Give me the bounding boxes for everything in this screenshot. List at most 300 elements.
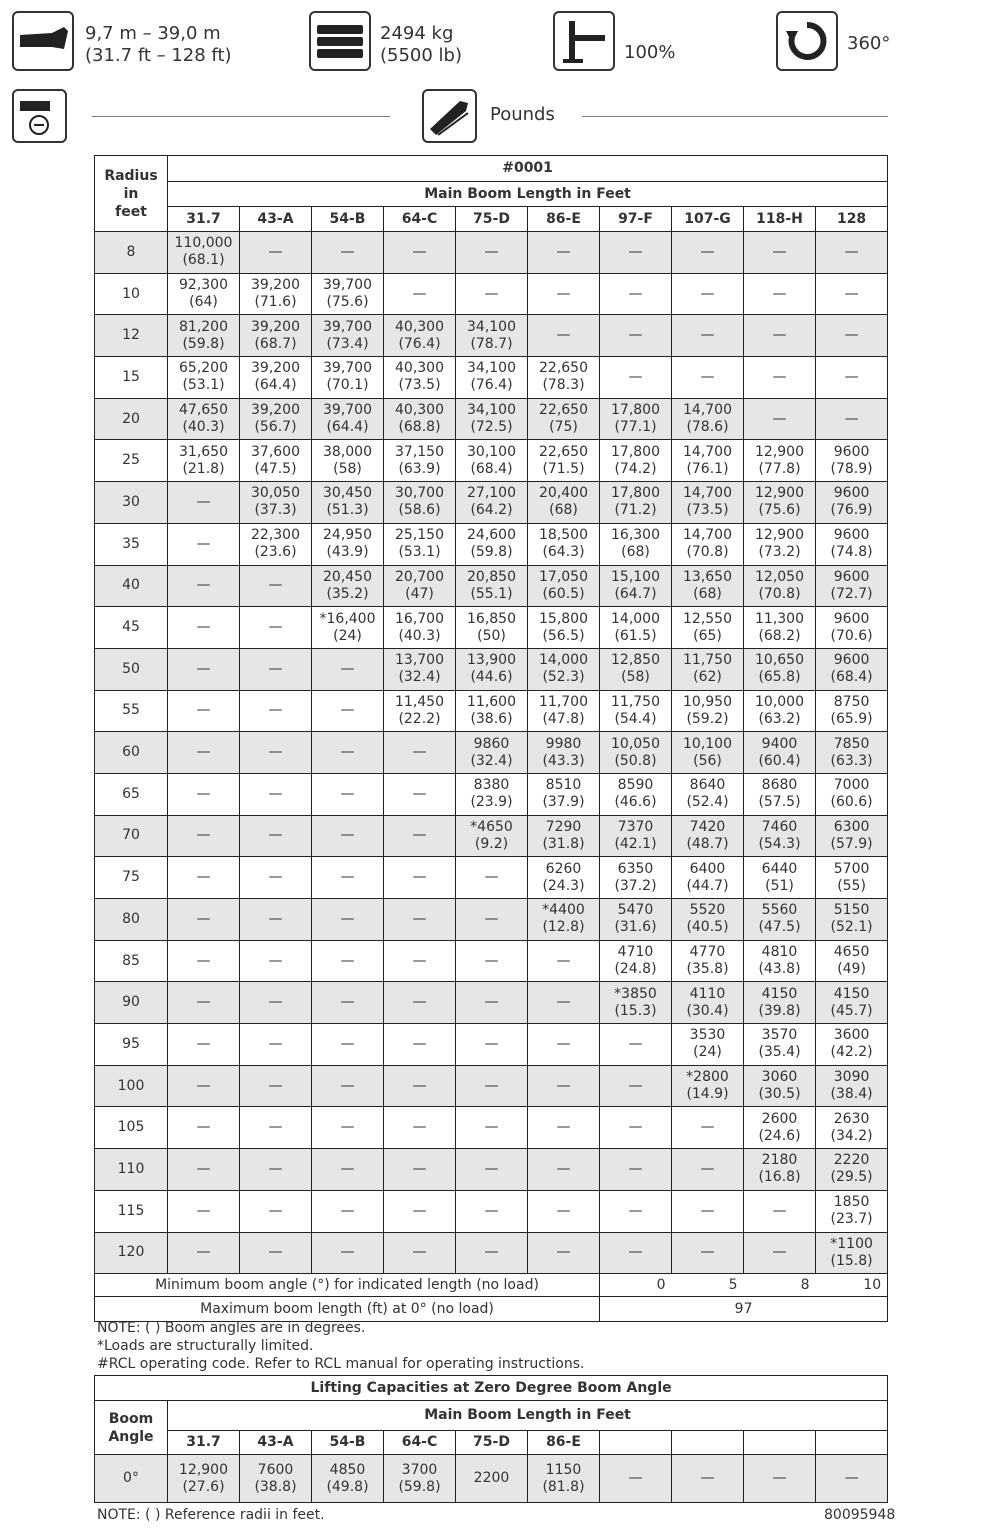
cell-line: (70.8) <box>758 585 801 602</box>
min-angle-value: 8 <box>744 1274 816 1297</box>
capacity-cell: — <box>816 398 888 440</box>
table-row <box>95 857 888 899</box>
capacity-cell <box>168 315 240 357</box>
capacity-cell: — <box>600 1065 672 1107</box>
capacity-cell <box>744 982 816 1024</box>
capacity-cell: — <box>168 940 240 982</box>
capacity-cell <box>528 357 600 399</box>
cell-line: (21.8) <box>182 460 225 477</box>
column-header: 118-H <box>744 207 816 232</box>
capacity-cell: — <box>456 1065 528 1107</box>
capacity-cell <box>312 482 384 524</box>
table-row <box>95 732 888 774</box>
capacity-cell: — <box>672 1455 744 1503</box>
table-row <box>95 1190 888 1232</box>
radius-cell: 12 <box>95 315 168 357</box>
capacity-cell: — <box>240 565 312 607</box>
cell-line: (24.8) <box>614 961 657 978</box>
capacity-cell <box>312 273 384 315</box>
capacity-cell <box>672 1065 744 1107</box>
capacity-cell <box>384 315 456 357</box>
zero-table-title: Lifting Capacities at Zero Degree Boom Angle <box>95 1376 888 1401</box>
cell-line: (45.7) <box>830 1002 873 1019</box>
cell-line: (73.5) <box>398 377 441 394</box>
cell-line: (77.8) <box>758 460 801 477</box>
cell-line: 6400 <box>689 860 726 877</box>
cell-line: (49) <box>837 961 866 978</box>
column-header <box>816 1431 888 1455</box>
cell-line: 30,100 <box>467 443 516 460</box>
cell-line: 11,600 <box>467 693 516 710</box>
capacity-cell <box>672 482 744 524</box>
capacity-cell: — <box>600 1232 672 1274</box>
column-header-row <box>95 207 888 232</box>
capacity-cell: — <box>600 1107 672 1149</box>
cell-line: 34,100 <box>467 402 516 419</box>
cell-line: 11,450 <box>395 693 444 710</box>
cell-line: (76.4) <box>470 377 513 394</box>
capacity-cell: — <box>384 273 456 315</box>
cell-line: (62) <box>693 669 722 686</box>
capacity-cell: — <box>744 315 816 357</box>
cell-line: 34,100 <box>467 318 516 335</box>
capacity-cell: — <box>312 773 384 815</box>
cell-line: (58) <box>621 669 650 686</box>
table-row <box>95 940 888 982</box>
capacity-cell <box>672 857 744 899</box>
cell-line: 12,900 <box>755 443 804 460</box>
table-row <box>95 232 888 274</box>
min-angle-label: Minimum boom angle (°) for indicated length (no load) <box>95 1274 600 1297</box>
cell-line: (73.2) <box>758 544 801 561</box>
cell-line: (35.8) <box>686 961 729 978</box>
capacity-cell <box>816 1065 888 1107</box>
note-boom-angles: NOTE: ( ) Boom angles are in degrees. <box>97 1320 366 1336</box>
capacity-cell <box>528 482 600 524</box>
capacity-cell <box>600 899 672 941</box>
capacity-cell: — <box>816 357 888 399</box>
cell-line: (68.8) <box>398 419 441 436</box>
capacity-cell: — <box>168 1232 240 1274</box>
capacity-cell: — <box>240 815 312 857</box>
min-angle-value: 0 <box>600 1274 672 1297</box>
capacity-cell: — <box>384 232 456 274</box>
capacity-cell <box>600 607 672 649</box>
radius-header: Radius in feet <box>95 156 168 232</box>
capacity-cell: — <box>816 273 888 315</box>
capacity-cell: — <box>168 982 240 1024</box>
cell-line: 12,550 <box>683 610 732 627</box>
capacity-cell: — <box>528 232 600 274</box>
radius-cell: 20 <box>95 398 168 440</box>
rcl-code: #0001 <box>168 156 888 182</box>
cell-line: 4110 <box>689 985 726 1002</box>
capacity-cell: — <box>312 1107 384 1149</box>
capacity-cell <box>528 1455 600 1503</box>
capacity-cell: — <box>168 523 240 565</box>
capacity-cell <box>456 523 528 565</box>
radius-cell: 75 <box>95 857 168 899</box>
radius-cell: 120 <box>95 1232 168 1274</box>
capacity-cell: — <box>240 1107 312 1149</box>
column-header: 86-E <box>528 207 600 232</box>
capacity-cell <box>312 523 384 565</box>
max-length-label: Maximum boom length (ft) at 0° (no load) <box>95 1297 600 1322</box>
cell-line: (44.7) <box>686 877 729 894</box>
cell-line: (32.4) <box>398 669 441 686</box>
radius-cell: 80 <box>95 899 168 941</box>
title-row <box>95 1376 888 1401</box>
cell-line: (71.6) <box>254 294 297 311</box>
capacity-cell: — <box>168 1024 240 1066</box>
capacity-cell <box>744 440 816 482</box>
radius-cell: 85 <box>95 940 168 982</box>
cell-line: 38,000 <box>323 443 372 460</box>
capacity-cell <box>744 940 816 982</box>
capacity-cell: — <box>312 690 384 732</box>
capacity-cell <box>672 815 744 857</box>
cell-line: 24,950 <box>323 527 372 544</box>
capacity-cell: — <box>528 315 600 357</box>
cell-line: 40,300 <box>395 318 444 335</box>
table-row <box>95 1024 888 1066</box>
capacity-cell: — <box>528 982 600 1024</box>
cell-line: 2220 <box>833 1152 870 1169</box>
capacity-cell: — <box>312 1232 384 1274</box>
capacity-cell: — <box>240 940 312 982</box>
capacity-cell: — <box>240 1065 312 1107</box>
cell-line: (35.2) <box>326 585 369 602</box>
table-row <box>95 690 888 732</box>
cell-line: (47.8) <box>542 710 585 727</box>
capacity-cell <box>384 607 456 649</box>
cell-line: 16,300 <box>611 527 660 544</box>
cell-line: 9600 <box>833 443 870 460</box>
capacity-cell <box>744 899 816 941</box>
cell-line: (23.9) <box>470 794 513 811</box>
capacity-cell: — <box>168 565 240 607</box>
cell-line: (75) <box>549 419 578 436</box>
capacity-cell: — <box>168 899 240 941</box>
column-header: 31.7 <box>168 1431 240 1455</box>
cell-line: 10,950 <box>683 693 732 710</box>
cell-line: (57.5) <box>758 794 801 811</box>
capacity-cell <box>672 773 744 815</box>
cell-line: 6260 <box>545 860 582 877</box>
cell-line: (14.9) <box>686 1086 729 1103</box>
cell-line: (68) <box>693 585 722 602</box>
cell-line: (32.4) <box>470 752 513 769</box>
capacity-cell: — <box>456 1107 528 1149</box>
capacity-cell <box>816 982 888 1024</box>
capacity-cell <box>744 1065 816 1107</box>
cell-line: 1150 <box>545 1461 582 1478</box>
cell-line: 12,900 <box>179 1461 228 1478</box>
cell-line: (42.1) <box>614 835 657 852</box>
cell-line: (43.3) <box>542 752 585 769</box>
outrigger-text: 100% <box>624 42 676 63</box>
cell-line: (23.7) <box>830 1211 873 1228</box>
cell-line: (63.2) <box>758 710 801 727</box>
column-header: 31.7 <box>168 207 240 232</box>
capacity-cell <box>384 482 456 524</box>
cell-line: 14,700 <box>683 485 732 502</box>
capacity-cell <box>528 523 600 565</box>
cell-line: (77.1) <box>614 419 657 436</box>
cell-line: 7600 <box>257 1461 294 1478</box>
capacity-cell <box>600 440 672 482</box>
capacity-cell: — <box>312 232 384 274</box>
capacity-cell: — <box>600 232 672 274</box>
cell-line: (63.9) <box>398 460 441 477</box>
capacity-cell: — <box>312 1149 384 1191</box>
capacity-cell <box>312 607 384 649</box>
table-row <box>95 1455 888 1503</box>
cell-line: (51.3) <box>326 502 369 519</box>
radius-cell: 25 <box>95 440 168 482</box>
cell-line: (38.4) <box>830 1086 873 1103</box>
cell-line: (78.9) <box>830 460 873 477</box>
cell-line: (76.4) <box>398 335 441 352</box>
capacity-cell: — <box>168 648 240 690</box>
capacity-cell <box>312 1455 384 1503</box>
radius-cell: 10 <box>95 273 168 315</box>
cell-line: 25,150 <box>395 527 444 544</box>
cell-line: (47.5) <box>758 919 801 936</box>
cell-line: (22.2) <box>398 710 441 727</box>
cell-line: (64.4) <box>254 377 297 394</box>
capacity-cell <box>816 607 888 649</box>
capacity-cell <box>600 815 672 857</box>
capacity-cell <box>672 982 744 1024</box>
table-row <box>95 1065 888 1107</box>
cell-line: (49.8) <box>326 1478 369 1495</box>
cell-line: (70.8) <box>686 544 729 561</box>
cell-line: (56.5) <box>542 627 585 644</box>
cell-line: (35.4) <box>758 1044 801 1061</box>
capacity-cell: — <box>600 1455 672 1503</box>
column-header <box>744 1431 816 1455</box>
note-structural: *Loads are structurally limited. <box>97 1338 314 1354</box>
capacity-cell <box>600 523 672 565</box>
capacity-cell <box>384 690 456 732</box>
capacity-cell: — <box>456 1232 528 1274</box>
capacity-cell: — <box>240 1149 312 1191</box>
cell-line: (72.7) <box>830 585 873 602</box>
rotation-icon <box>776 11 838 71</box>
radius-cell: 45 <box>95 607 168 649</box>
cell-line: 9980 <box>545 735 582 752</box>
cell-line: 10,100 <box>683 735 732 752</box>
cell-line: 39,700 <box>323 360 372 377</box>
cell-line: (40.3) <box>182 419 225 436</box>
cell-line: 14,000 <box>611 610 660 627</box>
radius-cell: 60 <box>95 732 168 774</box>
capacity-cell <box>816 940 888 982</box>
cell-line: 10,000 <box>755 693 804 710</box>
cell-line: 39,200 <box>251 318 300 335</box>
cell-line: 4150 <box>761 985 798 1002</box>
cell-line: (34.2) <box>830 1127 873 1144</box>
cell-line: 8380 <box>473 777 510 794</box>
cell-line: 30,050 <box>251 485 300 502</box>
capacity-cell: — <box>168 482 240 524</box>
cell-line: (68.4) <box>830 669 873 686</box>
cell-line: 8640 <box>689 777 726 794</box>
cell-line: 16,850 <box>467 610 516 627</box>
capacity-cell <box>528 690 600 732</box>
capacity-cell <box>816 690 888 732</box>
cell-line: (29.5) <box>830 1169 873 1186</box>
column-header: 75-D <box>456 1431 528 1455</box>
capacity-cell <box>528 398 600 440</box>
divider-left <box>92 116 390 117</box>
capacity-cell <box>456 773 528 815</box>
boom-angle-icon <box>12 89 67 143</box>
capacity-cell: — <box>816 1455 888 1503</box>
counterweight-icon <box>309 11 371 71</box>
table-row <box>95 565 888 607</box>
load-chart-table <box>94 155 888 1322</box>
cell-line: (40.5) <box>686 919 729 936</box>
cell-line: (71.5) <box>542 460 585 477</box>
min-angle-value: 10 <box>816 1274 888 1297</box>
cell-line: 47,650 <box>179 402 228 419</box>
cell-line: (65.8) <box>758 669 801 686</box>
capacity-cell <box>384 565 456 607</box>
boom-length-header: Main Boom Length in Feet <box>168 1401 888 1431</box>
capacity-cell: — <box>672 1107 744 1149</box>
cell-line: (68.1) <box>182 252 225 269</box>
capacity-cell: — <box>168 690 240 732</box>
capacity-cell: — <box>384 940 456 982</box>
capacity-cell <box>240 398 312 440</box>
capacity-cell: — <box>240 607 312 649</box>
cell-line: 12,900 <box>755 485 804 502</box>
boom-length-header: Main Boom Length in Feet <box>168 182 888 207</box>
capacity-cell: — <box>456 1190 528 1232</box>
table-row <box>95 440 888 482</box>
cell-line: (60.4) <box>758 752 801 769</box>
capacity-cell: — <box>456 232 528 274</box>
capacity-cell: — <box>384 1190 456 1232</box>
cell-line: (31.6) <box>614 919 657 936</box>
angle-cell: 0° <box>95 1455 168 1503</box>
cell-line: (68) <box>621 544 650 561</box>
capacity-cell <box>456 815 528 857</box>
boom-angle-header: Boom Angle <box>95 1401 168 1455</box>
cell-line: 20,850 <box>467 568 516 585</box>
cell-line: 9600 <box>833 568 870 585</box>
capacity-cell: — <box>384 773 456 815</box>
zero-angle-table <box>94 1375 888 1503</box>
cell-line: (64.4) <box>326 419 369 436</box>
cell-line: (60.5) <box>542 585 585 602</box>
cell-line: (53.1) <box>398 544 441 561</box>
cell-line: (37.3) <box>254 502 297 519</box>
cell-line: 3530 <box>689 1027 726 1044</box>
cell-line: 14,700 <box>683 443 732 460</box>
cell-line: 15,100 <box>611 568 660 585</box>
cell-line: 81,200 <box>179 318 228 335</box>
capacity-cell: — <box>600 1149 672 1191</box>
capacity-cell <box>456 357 528 399</box>
cell-line: 2600 <box>761 1110 798 1127</box>
capacity-cell <box>816 732 888 774</box>
capacity-cell <box>528 815 600 857</box>
capacity-cell <box>744 690 816 732</box>
capacity-cell <box>744 1107 816 1149</box>
cell-line: (65) <box>693 627 722 644</box>
cell-line: (50) <box>477 627 506 644</box>
capacity-cell: — <box>168 773 240 815</box>
table-row <box>95 815 888 857</box>
capacity-cell: — <box>168 1107 240 1149</box>
table-row <box>95 273 888 315</box>
cell-line: 11,750 <box>683 652 732 669</box>
column-header: 97-F <box>600 207 672 232</box>
capacity-cell <box>528 899 600 941</box>
capacity-cell: — <box>312 815 384 857</box>
capacity-cell: — <box>384 1232 456 1274</box>
cell-line: 34,100 <box>467 360 516 377</box>
cell-line: (78.7) <box>470 335 513 352</box>
doc-number: 80095948 <box>824 1507 896 1523</box>
cell-line: 30,700 <box>395 485 444 502</box>
cell-line: (73.5) <box>686 502 729 519</box>
cell-line: 22,650 <box>539 443 588 460</box>
capacity-cell: — <box>528 1190 600 1232</box>
capacity-cell <box>816 565 888 607</box>
radius-cell: 15 <box>95 357 168 399</box>
cell-line: 20,400 <box>539 485 588 502</box>
capacity-cell <box>528 773 600 815</box>
cell-line: (76.9) <box>830 502 873 519</box>
capacity-cell <box>168 357 240 399</box>
cell-line: *2800 <box>686 1069 729 1086</box>
cell-line: (37.2) <box>614 877 657 894</box>
capacity-cell: — <box>240 857 312 899</box>
cell-line: 20,700 <box>395 568 444 585</box>
cell-line: 10,650 <box>755 652 804 669</box>
capacity-cell: — <box>528 1232 600 1274</box>
cell-line: (55.1) <box>470 585 513 602</box>
capacity-cell <box>600 690 672 732</box>
max-length-value: 97 <box>600 1297 888 1322</box>
capacity-cell <box>816 1149 888 1191</box>
radius-cell: 30 <box>95 482 168 524</box>
capacity-cell <box>456 565 528 607</box>
capacity-cell <box>672 565 744 607</box>
capacity-cell <box>456 690 528 732</box>
cell-line: (55) <box>837 877 866 894</box>
cell-line: *1100 <box>830 1235 873 1252</box>
capacity-cell <box>816 440 888 482</box>
cell-line: (76.1) <box>686 460 729 477</box>
cell-line: (24.6) <box>758 1127 801 1144</box>
capacity-cell <box>744 732 816 774</box>
boom-range-line1: 9,7 m – 39,0 m <box>85 23 221 44</box>
capacity-cell: — <box>240 1024 312 1066</box>
capacity-cell <box>816 1190 888 1232</box>
capacity-cell: — <box>168 732 240 774</box>
capacity-cell: — <box>312 1190 384 1232</box>
cell-line: 11,750 <box>611 693 660 710</box>
cell-line: (43.8) <box>758 961 801 978</box>
radius-cell: 50 <box>95 648 168 690</box>
radius-cell: 35 <box>95 523 168 565</box>
cell-line: 12,050 <box>755 568 804 585</box>
